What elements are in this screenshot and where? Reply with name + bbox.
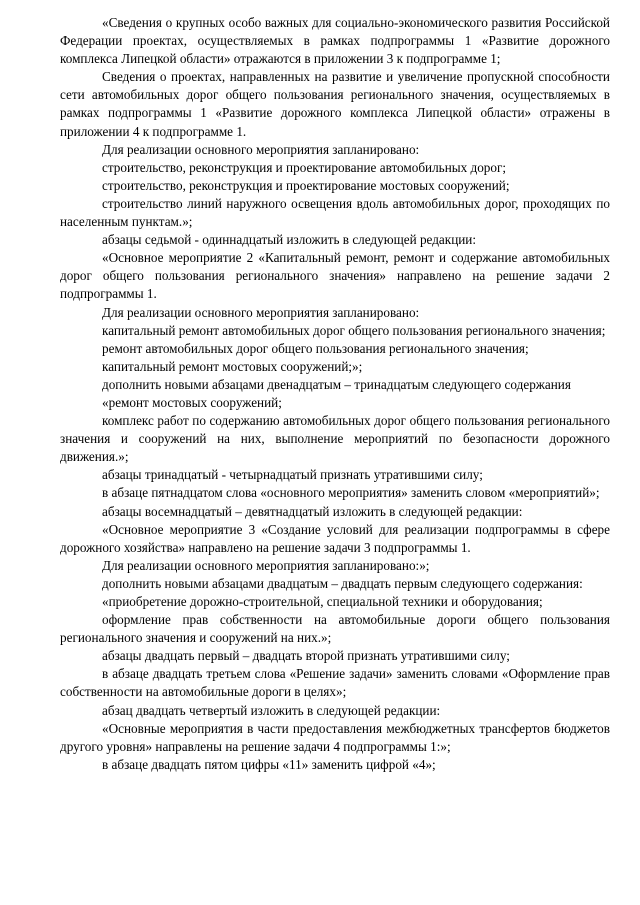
paragraph: Сведения о проектах, направленных на развитие и увеличение пропускной способности сети автомобильных дорог общего пользования регионального значения, осуществляемых в рамках подпрограммы 1 «Развитие дорожного комплекса Липецкой области» отражены в приложении 4 к подпрограмме 1. <box>60 69 610 139</box>
paragraph: строительство, реконструкция и проектирование автомобильных дорог; <box>102 159 507 175</box>
paragraph: «Основное мероприятие 2 «Капитальный ремонт, ремонт и содержание автомобильных дорог общего пользования регионального значения» направлено на решение задачи 2 подпрограммы 1. <box>60 250 610 302</box>
paragraph: абзацы тринадцатый - четырнадцатый признать утратившими силу; <box>102 467 483 483</box>
paragraph: абзацы седьмой - одиннадцатый изложить в следующей редакции: <box>102 232 477 248</box>
paragraph: Для реализации основного мероприятия запланировано: <box>102 141 420 157</box>
paragraph: дополнить новыми абзацами двенадцатым – тринадцатым следующего содержания <box>102 376 571 392</box>
paragraph: оформление прав собственности на автомобильные дороги общего пользования регионального значения и сооружений на них.»; <box>60 612 610 646</box>
paragraph: абзацы двадцать первый – двадцать второй признать утратившими силу; <box>102 648 510 664</box>
paragraph: «приобретение дорожно-строительной, специальной техники и оборудования; <box>102 594 543 609</box>
paragraph: в абзаце пятнадцатом слова «основного мероприятия» заменить словом «мероприятий»; <box>102 485 600 501</box>
paragraph: комплекс работ по содержанию автомобильных дорог общего пользования регионального значения и сооружений на них, выполнение мероприятий по безопасности дорожного движения.»; <box>60 413 610 465</box>
paragraph: дополнить новыми абзацами двадцатым – двадцать первым следующего содержания: <box>102 575 583 591</box>
paragraph: «ремонт мостовых сооружений; <box>102 394 282 410</box>
paragraph: абзацы восемнадцатый – девятнадцатый изложить в следующей редакции: <box>102 503 523 519</box>
paragraph: «Сведения о крупных особо важных для социально-экономического развития Российской Федерации проектах, осуществляемых в рамках подпрограммы 1 «Развитие дорожного комплекса Липецкой области» отражаются в приложении 3 к подпрограмме 1; <box>60 15 610 67</box>
paragraph: строительство линий наружного освещения вдоль автомобильных дорог, проходящих по населенным пунктам.»; <box>60 195 610 230</box>
paragraph: капитальный ремонт мостовых сооружений;»; <box>102 358 363 374</box>
paragraph: капитальный ремонт автомобильных дорог общего пользования регионального значения; <box>102 322 606 338</box>
paragraph: строительство, реконструкция и проектирование мостовых сооружений; <box>102 177 510 193</box>
paragraph: абзац двадцать четвертый изложить в следующей редакции: <box>102 702 441 718</box>
paragraph: Для реализации основного мероприятия запланировано: <box>102 304 420 320</box>
paragraph: ремонт автомобильных дорог общего пользования регионального значения; <box>102 340 529 356</box>
paragraph: в абзаце двадцать пятом цифры «11» заменить цифрой «4»; <box>102 756 436 772</box>
paragraph: Для реализации основного мероприятия запланировано:»; <box>102 557 430 573</box>
paragraph: «Основное мероприятие 3 «Создание условий для реализации подпрограммы в сфере дорожного хозяйства» направлено на решение задачи 3 подпрограммы 1. <box>60 521 610 555</box>
paragraph: «Основные мероприятия в части предоставления межбюджетных трансфертов бюджетов другого уровня» направлены на решение задачи 4 подпрограммы 1:»; <box>60 720 610 754</box>
paragraph: в абзаце двадцать третьем слова «Решение задачи» заменить словами «Оформление прав собственности на автомобильные дороги в целях»; <box>60 666 610 700</box>
